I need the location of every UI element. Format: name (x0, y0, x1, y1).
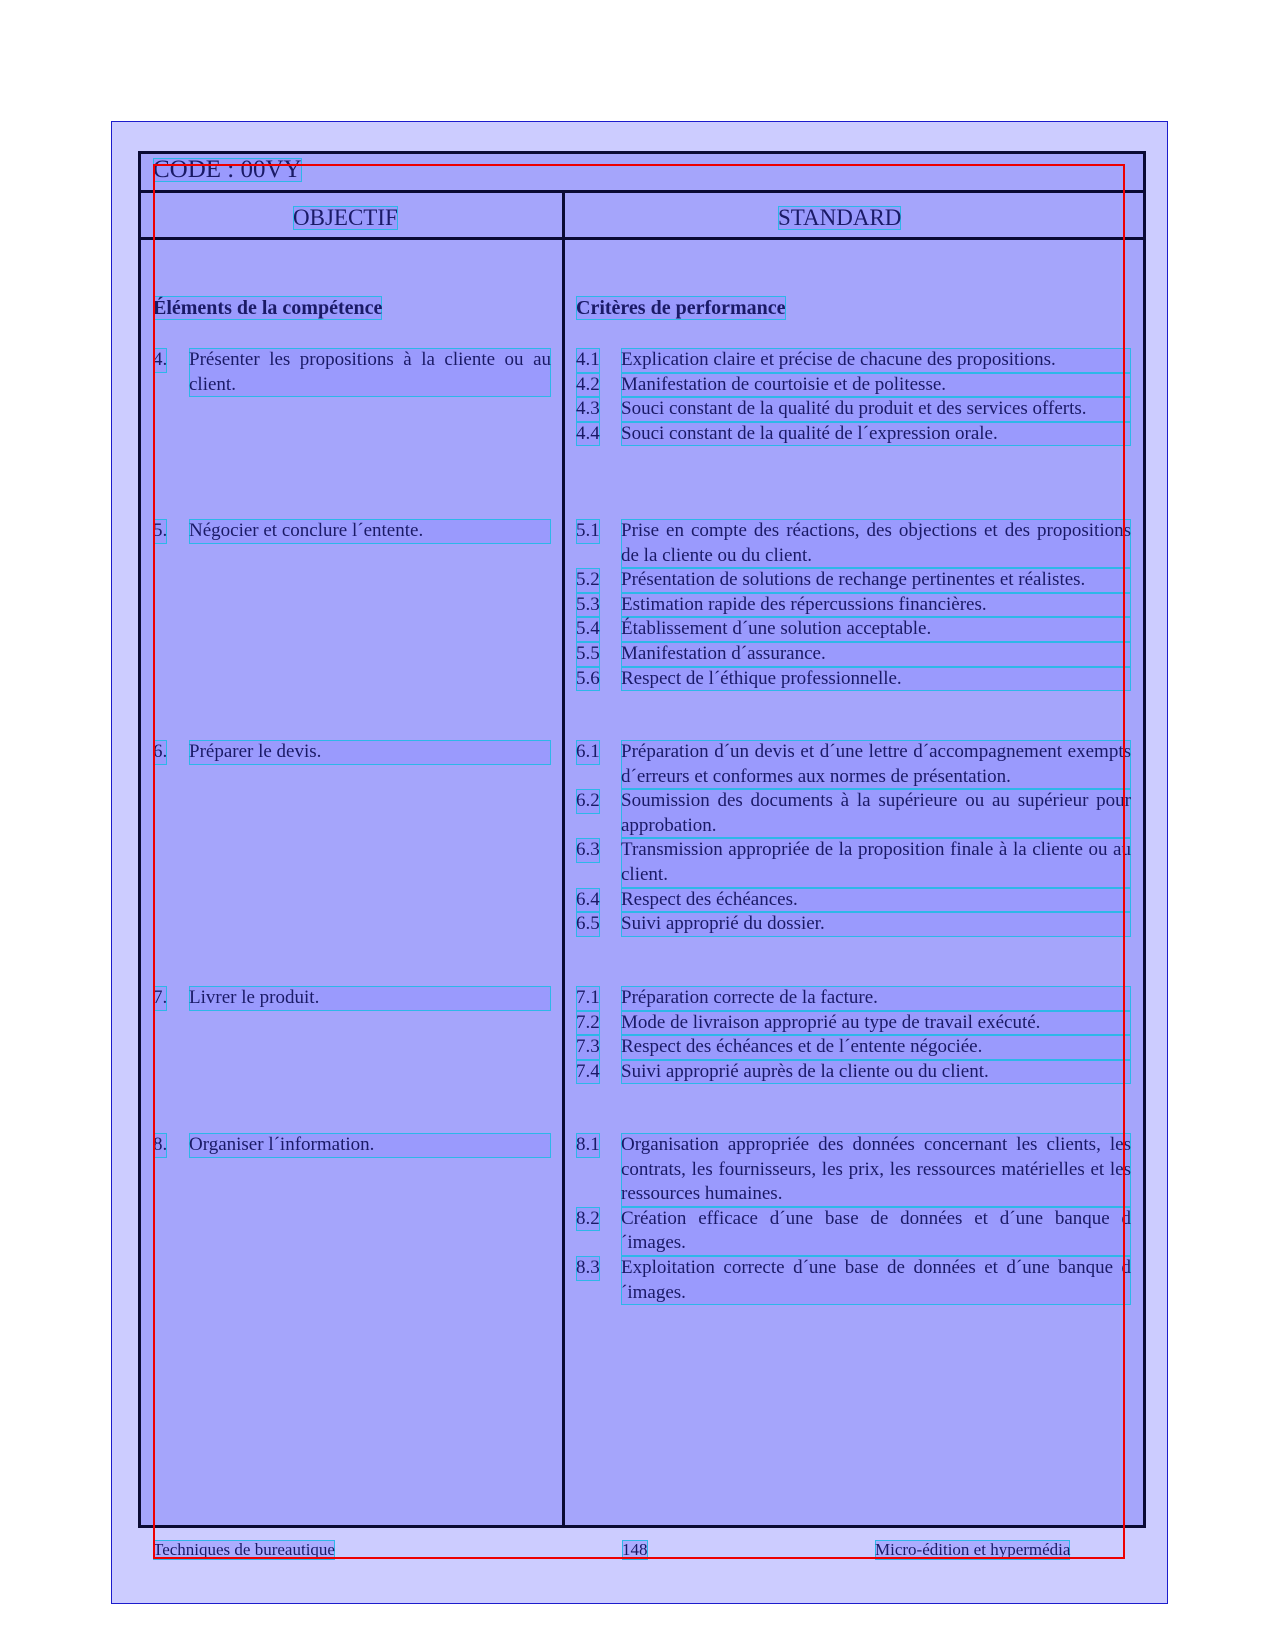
criterion-text: Respect de l´éthique professionnelle. (621, 667, 1131, 692)
criterion-text: Manifestation d´assurance. (621, 642, 1131, 667)
criterion-text: Manifestation de courtoisie et de politesse. (621, 373, 1131, 398)
element-text: Négocier et conclure l´entente. (189, 519, 551, 544)
criterion-text: Suivi approprié du dossier. (621, 912, 1131, 937)
objectif-heading: OBJECTIF (293, 205, 398, 230)
criterion (576, 912, 1131, 937)
criterion-text: Transmission appropriée de la proposition finale à la cliente ou au client. (621, 838, 1131, 887)
criterion (576, 373, 1131, 398)
criterion-number: 5.5 (576, 642, 600, 667)
criteria-list (576, 740, 1131, 937)
element-number: 4. (153, 348, 167, 373)
criterion-number: 8.2 (576, 1207, 600, 1232)
criteria-list (576, 1133, 1131, 1305)
criterion (576, 422, 1131, 447)
criterion-text: Explication claire et précise de chacune des propositions. (621, 348, 1131, 373)
criterion-text: Soumission des documents à la supérieure ou au supérieur pour approbation. (621, 789, 1131, 838)
element-number: 8. (153, 1133, 167, 1158)
criterion-text: Respect des échéances et de l´entente négociée. (621, 1035, 1131, 1060)
criterion-text: Exploitation correcte d´une base de données et d´une banque d´images. (621, 1256, 1131, 1305)
criterion-number: 7.2 (576, 1011, 600, 1036)
criterion-text: Organisation appropriée des données concernant les clients, les contrats, les fournisseurs, les prix, les ressources matérielles et les ressources humaines. (621, 1133, 1131, 1207)
criterion (576, 593, 1131, 618)
criterion (576, 1256, 1131, 1305)
criterion-number: 5.2 (576, 568, 600, 593)
criteres-heading: Critères de performance (576, 297, 786, 319)
element-text: Livrer le produit. (189, 986, 551, 1011)
criterion-text: Création efficace d´une base de données et d´une banque d´images. (621, 1207, 1131, 1256)
criterion-number: 7.3 (576, 1035, 600, 1060)
criterion (576, 888, 1131, 913)
criterion (576, 667, 1131, 692)
criterion-number: 7.1 (576, 986, 600, 1011)
criterion (576, 740, 1131, 789)
element-text: Préparer le devis. (189, 740, 551, 765)
footer-program: Techniques de bureautique (153, 1540, 335, 1559)
criterion (576, 1060, 1131, 1085)
criterion-text: Estimation rapide des répercussions financières. (621, 593, 1131, 618)
code-label: CODE : 00VY (153, 156, 302, 183)
element-row (153, 519, 551, 544)
criterion-number: 5.1 (576, 519, 600, 544)
criterion-text: Établissement d´une solution acceptable. (621, 617, 1131, 642)
criterion-number: 6.2 (576, 789, 600, 814)
criterion (576, 642, 1131, 667)
criterion-number: 6.1 (576, 740, 600, 765)
footer-module: Micro-édition et hypermédia (875, 1540, 1071, 1559)
criterion-number: 4.1 (576, 348, 600, 373)
header-row-divider (138, 237, 1146, 240)
standard-heading: STANDARD (778, 205, 902, 230)
criterion-text: Souci constant de la qualité de l´expression orale. (621, 422, 1131, 447)
element-number: 5. (153, 519, 167, 544)
criterion-number: 4.2 (576, 373, 600, 398)
criterion-number: 6.3 (576, 838, 600, 863)
criterion (576, 838, 1131, 887)
criteria-list (576, 348, 1131, 446)
criterion (576, 397, 1131, 422)
code-row-divider (138, 190, 1146, 193)
criterion-text: Suivi approprié auprès de la cliente ou du client. (621, 1060, 1131, 1085)
element-text: Présenter les propositions à la cliente ou au client. (189, 348, 551, 397)
criterion-number: 6.4 (576, 888, 600, 913)
element-number: 7. (153, 986, 167, 1011)
criterion-number: 4.3 (576, 397, 600, 422)
element-row (153, 986, 551, 1011)
element-number: 6. (153, 740, 167, 765)
criterion-number: 7.4 (576, 1060, 600, 1085)
criterion-text: Prise en compte des réactions, des objections et des propositions de la cliente ou du client. (621, 519, 1131, 568)
criterion-number: 5.6 (576, 667, 600, 692)
element-text: Organiser l´information. (189, 1133, 551, 1158)
criterion (576, 617, 1131, 642)
criterion-number: 6.5 (576, 912, 600, 937)
elements-heading: Éléments de la compétence (153, 297, 383, 319)
criterion-text: Préparation correcte de la facture. (621, 986, 1131, 1011)
column-divider (562, 191, 565, 1528)
criterion (576, 1011, 1131, 1036)
criterion (576, 1133, 1131, 1207)
criterion-text: Souci constant de la qualité du produit et des services offerts. (621, 397, 1131, 422)
criterion-number: 4.4 (576, 422, 600, 447)
criterion-text: Présentation de solutions de rechange pertinentes et réalistes. (621, 568, 1131, 593)
element-row (153, 740, 551, 765)
criteria-list (576, 986, 1131, 1084)
criterion-text: Mode de livraison approprié au type de travail exécuté. (621, 1011, 1131, 1036)
criterion-text: Respect des échéances. (621, 888, 1131, 913)
criterion (576, 519, 1131, 568)
criterion-number: 5.4 (576, 617, 600, 642)
criterion (576, 1035, 1131, 1060)
criterion (576, 1207, 1131, 1256)
criterion (576, 568, 1131, 593)
criteria-list (576, 519, 1131, 691)
criterion-text: Préparation d´un devis et d´une lettre d´accompagnement exempts d´erreurs et conformes aux normes de présentation. (621, 740, 1131, 789)
footer-page-number: 148 (622, 1540, 648, 1559)
criterion (576, 789, 1131, 838)
criterion (576, 986, 1131, 1011)
criterion-number: 8.1 (576, 1133, 600, 1158)
criterion-number: 8.3 (576, 1256, 600, 1281)
criterion (576, 348, 1131, 373)
criterion-number: 5.3 (576, 593, 600, 618)
element-row (153, 348, 551, 397)
element-row (153, 1133, 551, 1158)
